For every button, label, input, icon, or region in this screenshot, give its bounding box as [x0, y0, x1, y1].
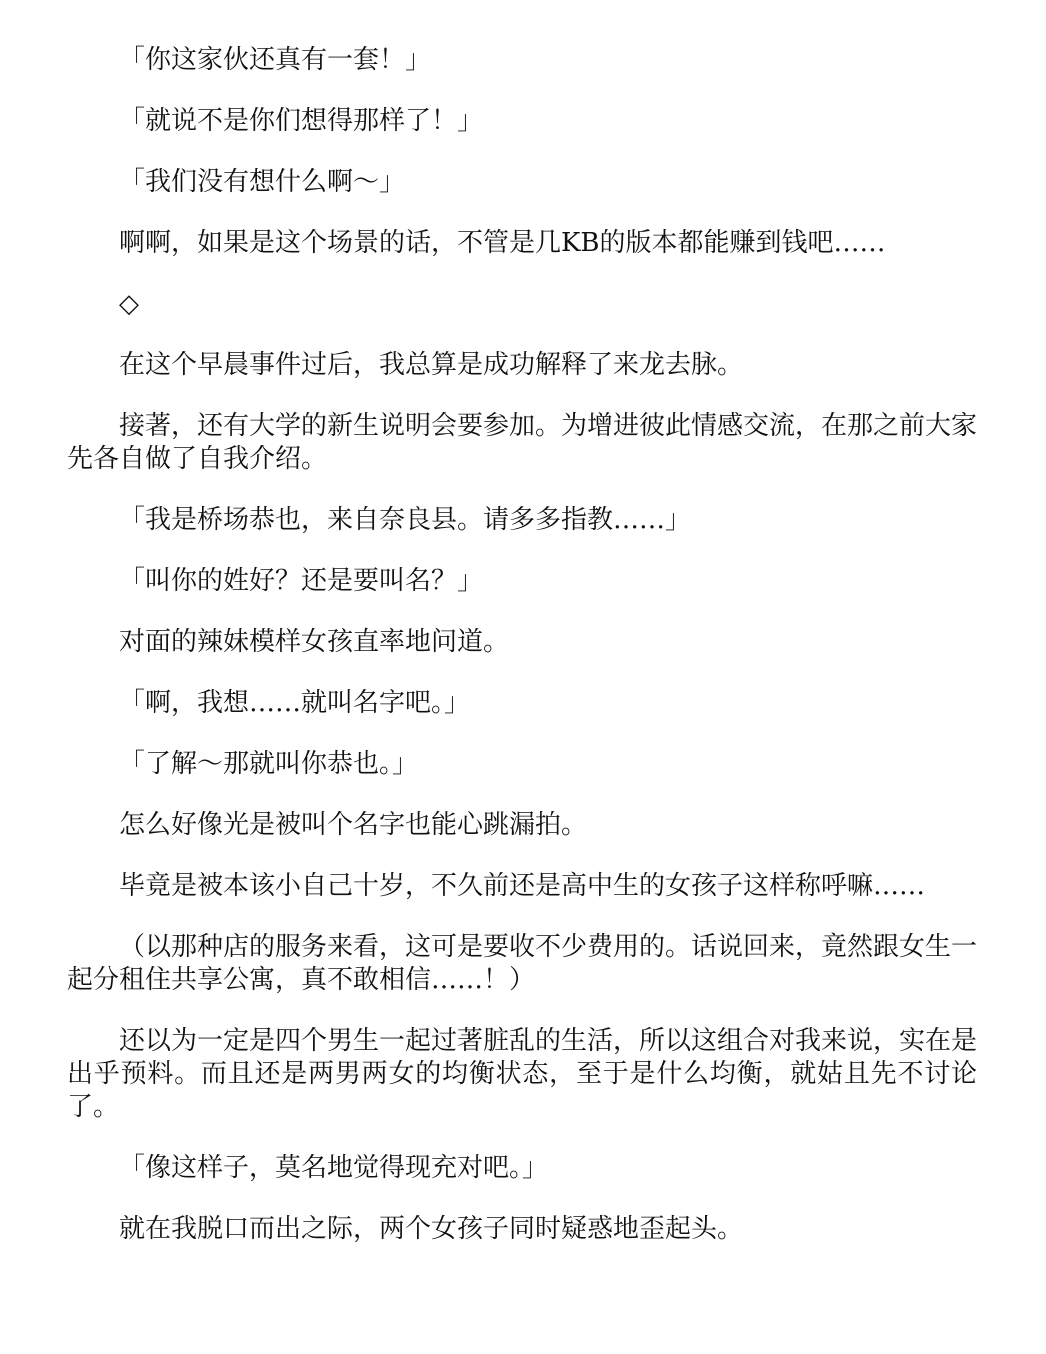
dialogue-line: 「了解～那就叫你恭也。」: [119, 749, 419, 779]
narration-paragraph: 怎么好像光是被叫个名字也能心跳漏拍。: [119, 810, 588, 840]
dialogue-line: 「你这家伙还真有一套！」: [119, 45, 432, 75]
narration-paragraph: 就在我脱口而出之际，两个女孩子同时疑惑地歪起头。: [119, 1214, 744, 1244]
narration-paragraph: 接著，还有大学的新生说明会要参加。为增进彼此情感交流，在那之前大家先各自做了自我介绍。: [67, 411, 978, 474]
dialogue-line: 「像这样子，莫名地觉得现充对吧。」: [119, 1153, 549, 1183]
narration-paragraph: 在这个早晨事件过后，我总算是成功解释了来龙去脉。: [119, 350, 744, 380]
narration-paragraph: 对面的辣妹模样女孩直率地问道。: [119, 627, 510, 657]
document-page: [67, 44, 977, 1274]
scene-break-symbol: ◇: [119, 289, 139, 319]
narration-paragraph: 毕竟是被本该小自己十岁，不久前还是高中生的女孩子这样称呼嘛……: [119, 871, 926, 901]
dialogue-line: 「就说不是你们想得那样了！」: [119, 106, 484, 136]
dialogue-line: 「啊，我想……就叫名字吧。」: [119, 688, 471, 718]
dialogue-line: 「我是桥场恭也，来自奈良县。请多多指教……」: [119, 505, 692, 535]
narration-paragraph: 还以为一定是四个男生一起过著脏乱的生活，所以这组合对我来说，实在是出乎预料。而且还是两男两女的均衡状态，至于是什么均衡，就姑且先不讨论了。: [67, 1026, 978, 1122]
inner-monologue-paragraph: （以那种店的服务来看，这可是要收不少费用的。话说回来，竟然跟女生一起分租住共享公寓，真不敢相信……！）: [67, 932, 978, 995]
dialogue-line: 「我们没有想什么啊～」: [119, 167, 406, 197]
dialogue-line: 「叫你的姓好？还是要叫名？」: [119, 566, 484, 596]
narration-paragraph: 啊啊，如果是这个场景的话，不管是几KB的版本都能赚到钱吧……: [119, 228, 886, 258]
